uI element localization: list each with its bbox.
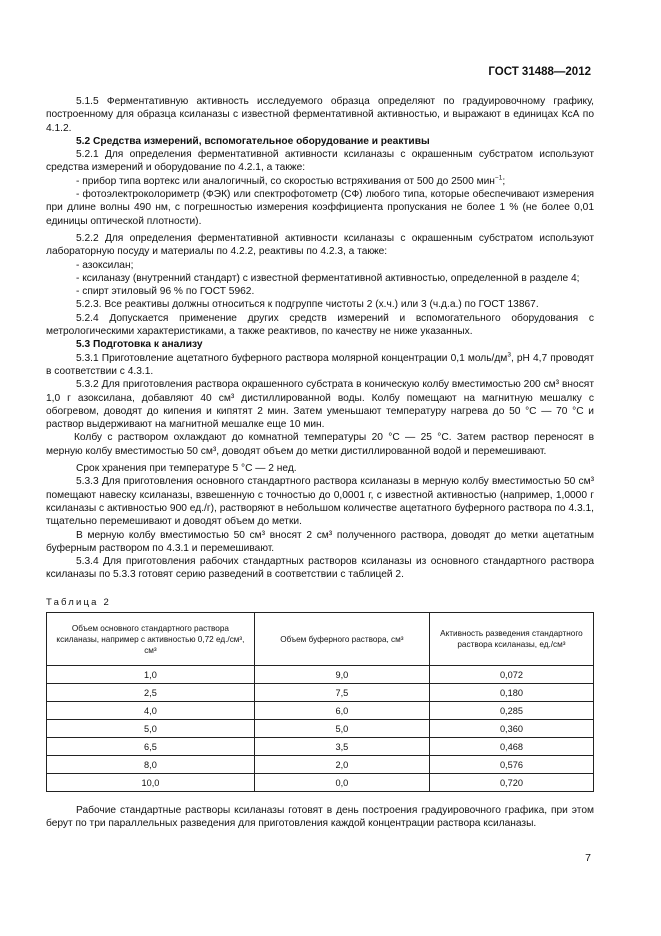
paragraph-5-3-3: 5.3.3 Для приготовления основного стандартного раствора ксиланазы в мерную колбу вместимостью 50 см³ помещают навеску ксиланазы, взвешенную с точностью до 0,0001 г, с известной активностью (например, 1,0000 г ксиланазы с активностью 900 ед./г), растворяют в небольшом количестве ацетатного буферного раствора по 4.3.1, тщательно перемешивают и доводят объем до метки. [46, 476, 594, 528]
list-item-vortex-text: - прибор типа вортекс или аналогичный, со скоростью встряхивания от 500 до 2500 мин [76, 175, 495, 187]
table-cell: 6,0 [254, 702, 429, 720]
column-header-buffer-volume: Объем буферного раствора, см³ [254, 613, 429, 666]
list-item-vortex [46, 175, 594, 188]
table-cell: 7,5 [254, 684, 429, 702]
table-cell: 0,0 [254, 774, 429, 792]
table-cell: 10,0 [47, 774, 255, 792]
table-cell: 0,468 [429, 738, 593, 756]
page-number: 7 [585, 852, 591, 864]
paragraph-working-solutions: Рабочие стандартные растворы ксиланазы готовят в день построения градуировочного графика, при этом берут по три параллельных разведения для приготовления каждой концентрации раствора ксиланазы. [46, 805, 594, 830]
list-item-photometer: - фотоэлектроколориметр (ФЭК) или спектрофотометр (СФ) любого типа, которые обеспечивают измерения при длине волны 490 нм, с погрешностью измерения коэффициента пропускания не более 1 % (не более 0,01 единицы оптической плотности). [46, 189, 594, 227]
list-item-ethanol: - спирт этиловый 96 % по ГОСТ 5962. [76, 286, 255, 298]
table-cell: 0,285 [429, 702, 593, 720]
table-header-row [47, 613, 594, 666]
table-caption: Таблица 2 [46, 597, 111, 608]
table-row [47, 738, 594, 756]
table-row [47, 720, 594, 738]
heading-5-3: 5.3 Подготовка к анализу [76, 339, 203, 351]
table-cell: 6,5 [47, 738, 255, 756]
table-cell: 5,0 [254, 720, 429, 738]
list-item-xylanase: - ксиланазу (внутренний стандарт) с известной ферментативной активностью, определенной в разделе 4; [76, 272, 580, 284]
column-header-stock-volume: Объем основного стандартного раствора ксиланазы, например с активностью 0,72 ед./см³, см³ [47, 613, 255, 666]
table-cell: 8,0 [47, 756, 255, 774]
table-cell: 4,0 [47, 702, 255, 720]
table-cell: 0,720 [429, 774, 593, 792]
table-cell: 5,0 [47, 720, 255, 738]
table-row [47, 756, 594, 774]
document-body [46, 95, 594, 582]
standard-code: ГОСТ 31488—2012 [488, 66, 591, 78]
list-item-azoxylan: - азоксилан; [76, 259, 134, 271]
table-cell: 0,576 [429, 756, 593, 774]
paragraph-5-3-2-cooling: Колбу с раствором охлаждают до комнатной температуры 20 °С — 25 °С. Затем раствор переносят в мерную колбу вместимостью 50 см³, доводят объем до метки дистиллированной водой и перемешивают. [46, 432, 594, 457]
table-cell: 2,0 [254, 756, 429, 774]
table-cell: 0,072 [429, 666, 593, 684]
dilution-table [46, 612, 594, 792]
paragraph-5-3-1-text: 5.3.1 Приготовление ацетатного буферного раствора молярной концентрации 0,1 моль/дм [76, 352, 508, 364]
paragraph-5-3-3-dilution: В мерную колбу вместимостью 50 см³ вносят 2 см³ полученного раствора, доводят до метки ацетатным буферным раствором по 4.3.1 и перемешивают. [46, 529, 594, 554]
after-table-text [46, 804, 594, 831]
table-cell: 2,5 [47, 684, 255, 702]
table-cell: 3,5 [254, 738, 429, 756]
paragraph-5-3-2-storage: Срок хранения при температуре 5 °С — 2 нед. [76, 463, 297, 475]
column-header-activity: Активность разведения стандартного раствора ксиланазы, ед./см³ [429, 613, 593, 666]
table-cell: 0,180 [429, 684, 593, 702]
table-cell: 9,0 [254, 666, 429, 684]
table-row [47, 666, 594, 684]
heading-5-2: 5.2 Средства измерений, вспомогательное оборудование и реактивы [76, 135, 430, 147]
paragraph-5-2-4: 5.2.4 Допускается применение других средств измерений и вспомогательного оборудования с метрологическими характеристиками, а также реактивов, по качеству не ниже указанных. [46, 312, 594, 338]
list-item-vortex-end: ; [502, 175, 506, 187]
table-cell: 1,0 [47, 666, 255, 684]
paragraph-5-1-5: 5.1.5 Ферментативную активность исследуемого образца определяют по градуировочному графику, построенному для образца ксиланазы с известной ферментативной активностью, и выражают в единицах КсА по 4.1.2. [46, 96, 594, 134]
table-cell: 0,360 [429, 720, 593, 738]
paragraph-5-3-1 [46, 352, 594, 379]
paragraph-5-3-2: 5.3.2 Для приготовления раствора окрашенного субстрата в коническую колбу вместимостью 200 см³ вносят 1,0 г азоксилана, добавляют 40 см³ дистиллированной воды. Колбу помещают на магнитную мешалку с обогревом, доводят до кипения и кипятят 2 мин. Затем уменьшают температуру нагрева до 50 °С — 70 °С и раствор выдерживают на магнитной мешалке еще 10 мин. [46, 379, 594, 431]
paragraph-5-3-4: 5.3.4 Для приготовления рабочих стандартных растворов ксиланазы из основного стандартного раствора ксиланазы по 5.3.3 готовят серию разведений в соответствии с таблицей 2. [46, 556, 594, 581]
paragraph-5-3-1-end: , pH 4,7 проводят в соответствии с 4.3.1. [46, 352, 594, 377]
table-row [47, 702, 594, 720]
table-row [47, 684, 594, 702]
paragraph-5-2-2: 5.2.2 Для определения ферментативной активности ксиланазы с окрашенным субстратом используют лабораторную посуду и материалы по 4.2.2, реактивы по 4.2.3, а также: [46, 232, 594, 258]
paragraph-5-2-3: 5.2.3. Все реактивы должны относиться к подгруппе чистоты 2 (х.ч.) или 3 (ч.д.а.) по ГОСТ 13867. [76, 299, 539, 311]
paragraph-5-2-1: 5.2.1 Для определения ферментативной активности ксиланазы с окрашенным субстратом используют средства измерений и оборудование по 4.2.1, а также: [46, 149, 594, 174]
unit-superscript: 3 [507, 351, 511, 359]
unit-superscript: −1 [494, 174, 503, 182]
table-row [47, 774, 594, 792]
